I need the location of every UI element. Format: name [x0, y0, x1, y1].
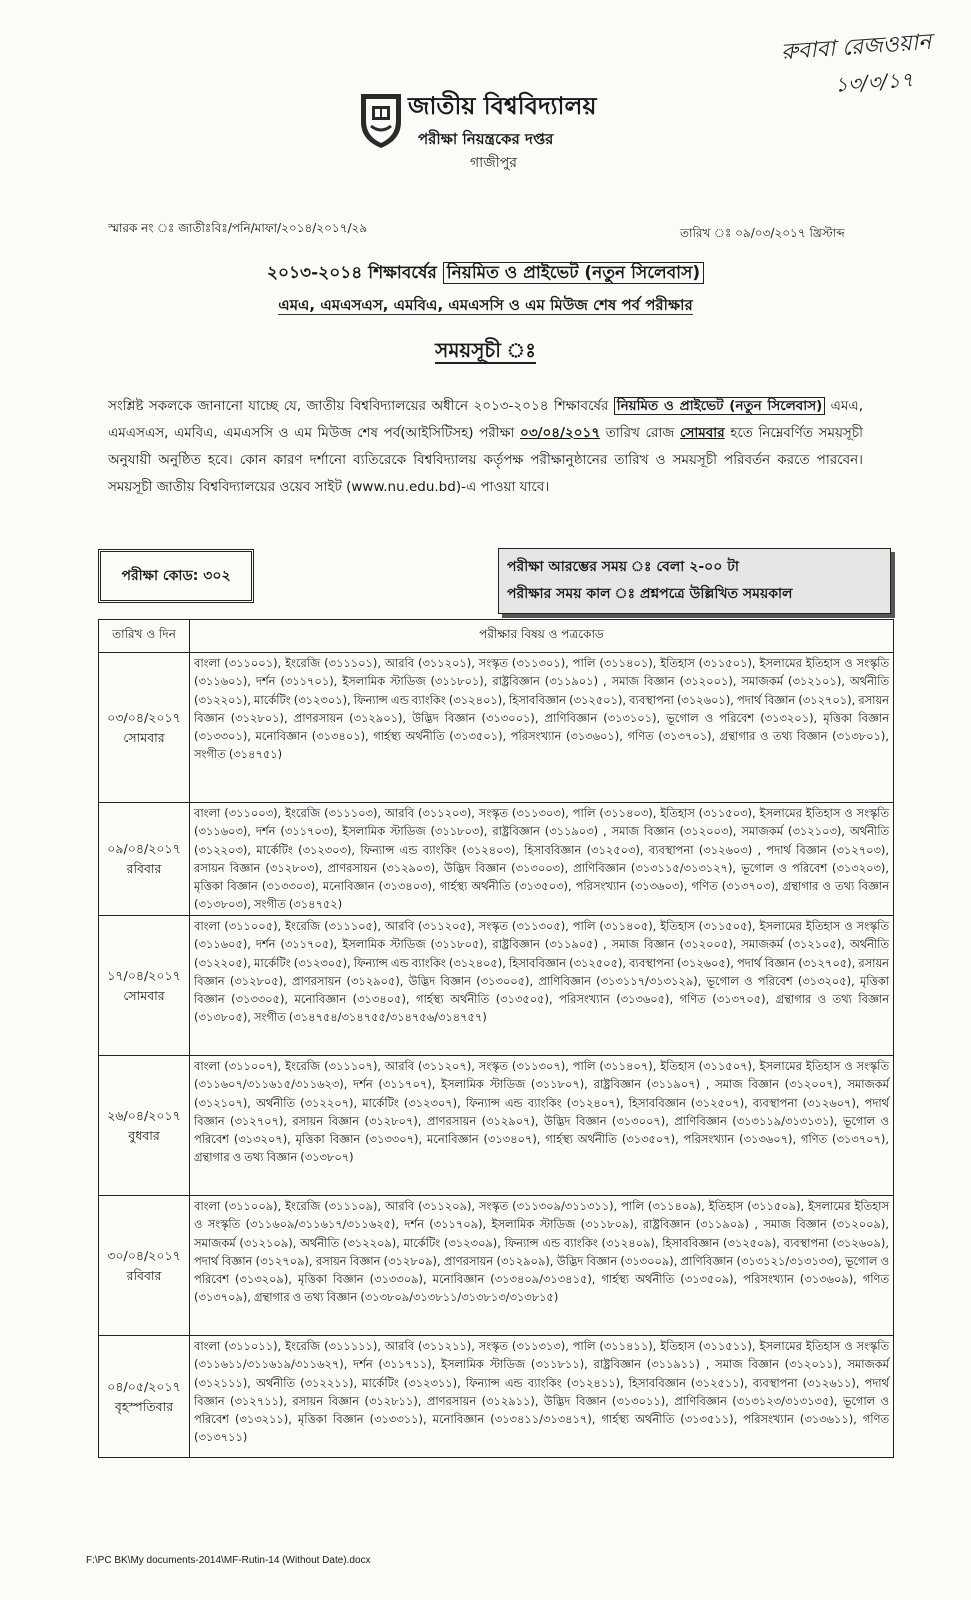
handwritten-note-name: রুবাবা রেজওয়ান — [779, 29, 932, 66]
subjects-cell: বাংলা (৩১১০১১), ইংরেজি (৩১১১১১), আরবি (৩১১২১১), সংস্কৃত (৩১১৩১৩), পালি (৩১১৪১১), ইতিহাস (৩১১৫১১), ইসলামের ইতিহাস ও সংস্কৃতি (৩১১৬১১/৩১১৬১৯/৩১১৬২৭), দর্শন (৩১১৭১১), ইসলামিক স্টাডিজ (৩১১৮১১), রাষ্ট্রবিজ্ঞান (৩১১৯১১) , সমাজ বিজ্ঞান (৩১২০১১), সমাজকর্ম (৩১২১১১), অর্থনীতি (৩১২২১১), মার্কেটিং (৩১২৩১১), ফিন্যান্স এন্ড ব্যাংকিং (৩১২৪১১), হিসাববিজ্ঞান (৩১২৫১১), ব্যবস্থাপনা (৩১২৬১১), পদার্থ বিজ্ঞান (৩১২৭১১), রসায়ন বিজ্ঞান (৩১২৮১১), প্রাণরসায়ন (৩১২৯১১), উদ্ভিদ বিজ্ঞান (৩১৩০১১), প্রাণিবিজ্ঞান (৩১৩১২৩/৩১৩১৩৫), ভূগোল ও পরিবেশ (৩১৩২১১), মৃত্তিকা বিজ্ঞান (৩১৩৩১১), মনোবিজ্ঞান (৩১৩৪১১/৩১৩৪১৭), গার্হস্থ্য অর্থনীতি (৩১৩৫১১), পরিসংখ্যান (৩১৩৬১১), গণিত (৩১৩৭১১) — [190, 1336, 894, 1458]
subjects-cell: বাংলা (৩১১০০৯), ইংরেজি (৩১১১০৯), আরবি (৩১১২০৯), সংস্কৃত (৩১১৩০৯/৩১১৩১১), পালি (৩১১৪০৯), ইতিহাস (৩১১৫০৯), ইসলামের ইতিহাস ও সংস্কৃতি (৩১১৬০৯/৩১১৬১৭/৩১১৬২৫), দর্শন (৩১১৭০৯), ইসলামিক স্টাডিজ (৩১১৮০৯), রাষ্ট্রবিজ্ঞান (৩১১৯০৯) , সমাজ বিজ্ঞান (৩১২০০৯), সমাজকর্ম (৩১২১০৯), অর্থনীতি (৩১২২০৯), মার্কেটিং (৩১২৩০৯), ফিন্যান্স এন্ড ব্যাংকিং (৩১২৪০৯), হিসাববিজ্ঞান (৩১২৫০৯), ব্যবস্থাপনা (৩১২৬০৯), পদার্থ বিজ্ঞান (৩১২৭০৯), রসায়ন বিজ্ঞান (৩১২৮০৯), প্রাণরসায়ন (৩১২৯০৯), উদ্ভিদ বিজ্ঞান (৩১৩০০৯), প্রাণিবিজ্ঞান (৩১৩১২১/৩১৩১৩৩), ভূগোল ও পরিবেশ (৩১৩২০৯), মৃত্তিকা বিজ্ঞান (৩১৩৩০৯), মনোবিজ্ঞান (৩১৩৪০৯/৩১৩৪১৫), গার্হস্থ্য অর্থনীতি (৩১৩৫০৯), পরিসংখ্যান (৩১৩৬০৯), গণিত (৩১৩৭০৯), গ্রন্থাগার ও তথ্য বিজ্ঞান (৩১৩৮০৯/৩১৩৮১১/৩১৩৮১৩/৩১৩৮১৫) — [190, 1196, 894, 1336]
heading-line-1 — [0, 260, 971, 288]
notice-highlight: নিয়মিত ও প্রাইভেট (নতুন সিলেবাস) — [614, 397, 826, 415]
exam-date: ২৬/০৪/২০১৭ — [107, 1107, 181, 1123]
memo-reference: স্মারক নং ঃ জাতীঃবিঃ/পনি/মাফা/২০১৪/২০১৭/২৯ — [108, 221, 368, 235]
exam-date: ০৩/০৪/২০১৭ — [107, 709, 181, 725]
heading-programs: এমএ, এমএসএস, এমবিএ, এমএসসি ও এম মিউজ শেষ পর্ব পরীক্ষার — [278, 296, 693, 314]
handwritten-note-date: ১৩/৩/১৭ — [833, 67, 914, 97]
table-row — [99, 916, 894, 1056]
exam-day: সোমবার — [123, 729, 165, 745]
exam-day: বুধবার — [128, 1127, 160, 1143]
exam-start-time: পরীক্ষা আরম্ভের সময় ঃ বেলা ২-০০ টা — [507, 559, 739, 575]
subjects-cell: বাংলা (৩১১০০৩), ইংরেজি (৩১১১০৩), আরবি (৩১১২০৩), সংস্কৃত (৩১১৩০৩), পালি (৩১১৪০৩), ইতিহাস (৩১১৫০৩), ইসলামের ইতিহাস ও সংস্কৃতি (৩১১৬০৩), দর্শন (৩১১৭০৩), ইসলামিক স্টাডিজ (৩১১৮০৩), রাষ্ট্রবিজ্ঞান (৩১১৯০৩) , সমাজ বিজ্ঞান (৩১২০০৩), সমাজকর্ম (৩১২১০৩), অর্থনীতি (৩১২২০৩), মার্কেটিং (৩১২৩০৩), ফিন্যান্স এন্ড ব্যাংকিং (৩১২৪০৩), হিসাববিজ্ঞান (৩১২৫০৩), ব্যবস্থাপনা (৩১২৬০৩) , পদার্থ বিজ্ঞান (৩১২৭০৩), রসায়ন বিজ্ঞান (৩১২৮০৩), প্রাণরসায়ন (৩১২৯০৩), উদ্ভিদ বিজ্ঞান (৩১৩০০৩), প্রাণিবিজ্ঞান (৩১৩১১৫/৩১৩১২৭), ভূগোল ও পরিবেশ (৩১৩২০৩), মৃত্তিকা বিজ্ঞান (৩১৩৩০৩), মনোবিজ্ঞান (৩১৩৪০৩), গার্হস্থ্য অর্থনীতি (৩১৩৫০৩), পরিসংখ্যান (৩১৩৬০৩), গণিত (৩১৩৭০৩), গ্রন্থাগার ও তথ্য বিজ্ঞান (৩১৩৮০৩), সংগীত (৩১৪৭৫২) — [190, 803, 894, 916]
table-row — [99, 803, 894, 916]
date-cell — [99, 1336, 190, 1458]
university-name: জাতীয় বিশ্ববিদ্যালয় — [408, 92, 597, 120]
notice-start-day: সোমবার — [679, 425, 725, 441]
date-cell — [99, 803, 190, 916]
date-cell — [99, 1196, 190, 1336]
schedule-title — [0, 336, 971, 369]
exam-date: ০৯/০৪/২০১৭ — [107, 841, 181, 856]
notice-paragraph — [108, 393, 863, 501]
exam-day: সোমবার — [123, 987, 165, 1003]
notice-text-2: এমএ, এমএসএস, এমবিএ, এমএসসি ও এম মিউজ শেষ পর্ব(আইসিটিসহ) পরীক্ষা — [108, 398, 863, 441]
table-row — [99, 1336, 894, 1458]
notice-text-1: সংশ্লিষ্ট সকলকে জানানো যাচ্ছে যে, জাতীয় বিশ্ববিদ্যালয়ের অধীনে ২০১৩-২০১৪ শিক্ষাবর্ষের — [108, 398, 614, 414]
university-logo-icon — [355, 88, 407, 152]
date-cell — [99, 1056, 190, 1196]
header-subjects: পরীক্ষার বিষয় ও পত্রকোড — [190, 620, 894, 653]
header-date-day: তারিখ ও দিন — [99, 620, 190, 653]
subjects-cell: বাংলা (৩১১০০৫), ইংরেজি (৩১১১০৫), আরবি (৩১১২০৫), সংস্কৃত (৩১১৩০৫), পালি (৩১১৪০৫), ইতিহাস (৩১১৫০৫), ইসলামের ইতিহাস ও সংস্কৃতি (৩১১৬০৫), দর্শন (৩১১৭০৫), ইসলামিক স্টাডিজ (৩১১৮০৫), রাষ্ট্রবিজ্ঞান (৩১১৯০৫) , সমাজ বিজ্ঞান (৩১২০০৫), সমাজকর্ম (৩১২১০৫), অর্থনীতি (৩১২২০৫), মার্কেটিং (৩১২৩০৫), ফিন্যান্স এন্ড ব্যাংকিং (৩১২৪০৫), হিসাববিজ্ঞান (৩১২৫০৫), ব্যবস্থাপনা (৩১২৬০৫), পদার্থ বিজ্ঞান (৩১২৭০৫), রসায়ন বিজ্ঞান (৩১২৮০৫), প্রাণরসায়ন (৩১২৯০৫), উদ্ভিদ বিজ্ঞান (৩১৩০০৫), প্রাণিবিজ্ঞান (৩১৩১১৭/৩১৩১২৯), ভূগোল ও পরিবেশ (৩১৩২০৫), মৃত্তিকা বিজ্ঞান (৩১৩৩০৫), মনোবিজ্ঞান (৩১৩৪০৫), গার্হস্থ্য অর্থনীতি (৩১৩৫০৫), পরিসংখ্যান (৩১৩৬০৫), গণিত (৩১৩৭০৫), গ্রন্থাগার ও তথ্য বিজ্ঞান (৩১৩৮০৫), সংগীত (৩১৪৭৫৪/৩১৪৭৫৫/৩১৪৭৫৬/৩১৪৭৫৭) — [190, 916, 894, 1056]
exam-code-box: পরীক্ষা কোড: ৩০২ — [98, 549, 254, 603]
exam-day: রবিবার — [126, 861, 162, 876]
date-cell — [99, 916, 190, 1056]
table-header-row — [99, 620, 894, 653]
exam-duration: পরীক্ষার সময় কাল ঃ প্রশ্নপত্রে উল্লিখিত সময়কাল — [507, 586, 793, 602]
notice-text-4: হতে নিম্নেবর্ণিত সময়সূচী অনুযায়ী অনুষ্ঠিত হবে। কোন কারণ দর্শানো ব্যতিরেকে বিশ্ববিদ্যালয় কর্তৃপক্ষ পরীক্ষানুষ্ঠানের তারিখ ও সময়সূচী পরিবর্তন করতে পারবেন। সময়সূচী জাতীয় বিশ্ববিদ্যালয়ের ওয়েব সাইট (www.nu.edu.bd)-এ পাওয়া যাবে। — [108, 425, 863, 495]
exam-date: ০৪/০৫/২০১৭ — [107, 1378, 181, 1394]
office-name: পরীক্ষা নিয়ন্ত্রকের দপ্তর — [418, 130, 554, 148]
date-cell — [99, 653, 190, 803]
notice-text-3: তারিখ রোজ — [600, 425, 680, 441]
heading-line-2 — [0, 294, 971, 319]
heading-highlight: নিয়মিত ও প্রাইভেট (নতুন সিলেবাস) — [443, 262, 704, 284]
exam-date: ১৭/০৪/২০১৭ — [107, 967, 181, 983]
exam-time-box — [498, 548, 891, 614]
subjects-cell: বাংলা (৩১১০০৭), ইংরেজি (৩১১১০৭), আরবি (৩১১২০৭), সংস্কৃত (৩১১৩০৭), পালি (৩১১৪০৭), ইতিহাস (৩১১৫০৭), ইসলামের ইতিহাস ও সংস্কৃতি (৩১১৬০৭/৩১১৬১৫/৩১১৬২৩), দর্শন (৩১১৭০৭), ইসলামিক স্টাডিজ (৩১১৮০৭), রাষ্ট্রবিজ্ঞান (৩১১৯০৭) , সমাজ বিজ্ঞান (৩১২০০৭), সমাজকর্ম (৩১২১০৭), অর্থনীতি (৩১২২০৭), মার্কেটিং (৩১২৩০৭), ফিন্যান্স এন্ড ব্যাংকিং (৩১২৪০৭), হিসাববিজ্ঞান (৩১২৫০৭), ব্যবস্থাপনা (৩১২৬০৭), পদার্থ বিজ্ঞান (৩১২৭০৭), রসায়ন বিজ্ঞান (৩১২৮০৭), প্রাণরসায়ন (৩১২৯০৭), উদ্ভিদ বিজ্ঞান (৩১৩০০৭), প্রাণিবিজ্ঞান (৩১৩১১৯/৩১৩১৩১), ভূগোল ও পরিবেশ (৩১৩২০৭), মৃত্তিকা বিজ্ঞান (৩১৩৩০৭), মনোবিজ্ঞান (৩১৩৪০৭), গার্হস্থ্য অর্থনীতি (৩১৩৫০৭), পরিসংখ্যান (৩১৩৬০৭), গণিত (৩১৩৭০৭), গ্রন্থাগার ও তথ্য বিজ্ঞান (৩১৩৮০৭) — [190, 1056, 894, 1196]
memo-date: তারিখ ঃ ০৯/০৩/২০১৭ খ্রিস্টাব্দ — [680, 226, 845, 240]
exam-day: বৃহস্পতিবার — [114, 1398, 174, 1414]
table-row — [99, 653, 894, 803]
table-row — [99, 1196, 894, 1336]
exam-date: ৩০/০৪/২০১৭ — [107, 1247, 181, 1263]
schedule-title-text: সময়সূচী ঃ — [435, 338, 536, 362]
exam-day: রবিবার — [126, 1267, 162, 1283]
exam-schedule-table — [98, 619, 894, 1458]
heading-prefix: ২০১৩-২০১৪ শিক্ষাবর্ষের — [266, 263, 443, 283]
file-path-footer: F:\PC BK\My documents-2014\MF-Rutin-14 (Without Date).docx — [86, 1555, 371, 1566]
subjects-cell: বাংলা (৩১১০০১), ইংরেজি (৩১১১০১), আরবি (৩১১২০১), সংস্কৃত (৩১১৩০১), পালি (৩১১৪০১), ইতিহাস (৩১১৫০১), ইসলামের ইতিহাস ও সংস্কৃতি (৩১১৬০১), দর্শন (৩১১৭০১), ইসলামিক স্টাডিজ (৩১১৮০১), রাষ্ট্রবিজ্ঞান (৩১১৯০১) , সমাজ বিজ্ঞান (৩১২০০১), সমাজকর্ম (৩১২১০১), অর্থনীতি (৩১২২০১), মার্কেটিং (৩১২৩০১), ফিন্যান্স এন্ড ব্যাংকিং (৩১২৪০১), হিসাববিজ্ঞান (৩১২৫০১), ব্যবস্থাপনা (৩১২৬০১), পদার্থ বিজ্ঞান (৩১২৭০১), রসায়ন বিজ্ঞান (৩১২৮০১), প্রাণরসায়ন (৩১২৯০১), উদ্ভিদ বিজ্ঞান (৩১৩০০১), প্রাণিবিজ্ঞান (৩১৩১০১), ভূগোল ও পরিবেশ (৩১৩২০১), মৃত্তিকা বিজ্ঞান (৩১৩৩০১), মনোবিজ্ঞান (৩১৩৪০১), গার্হস্থ্য অর্থনীতি (৩১৩৫০১), পরিসংখ্যান (৩১৩৬০১), গণিত (৩১৩৭০১), গ্রন্থাগার ও তথ্য বিজ্ঞান (৩১৩৮০১), সংগীত (৩১৪৭৫১) — [190, 653, 894, 803]
notice-start-date: ০৩/০৪/২০১৭ — [520, 425, 601, 441]
table-row — [99, 1056, 894, 1196]
city-name: গাজীপুর — [470, 155, 517, 171]
